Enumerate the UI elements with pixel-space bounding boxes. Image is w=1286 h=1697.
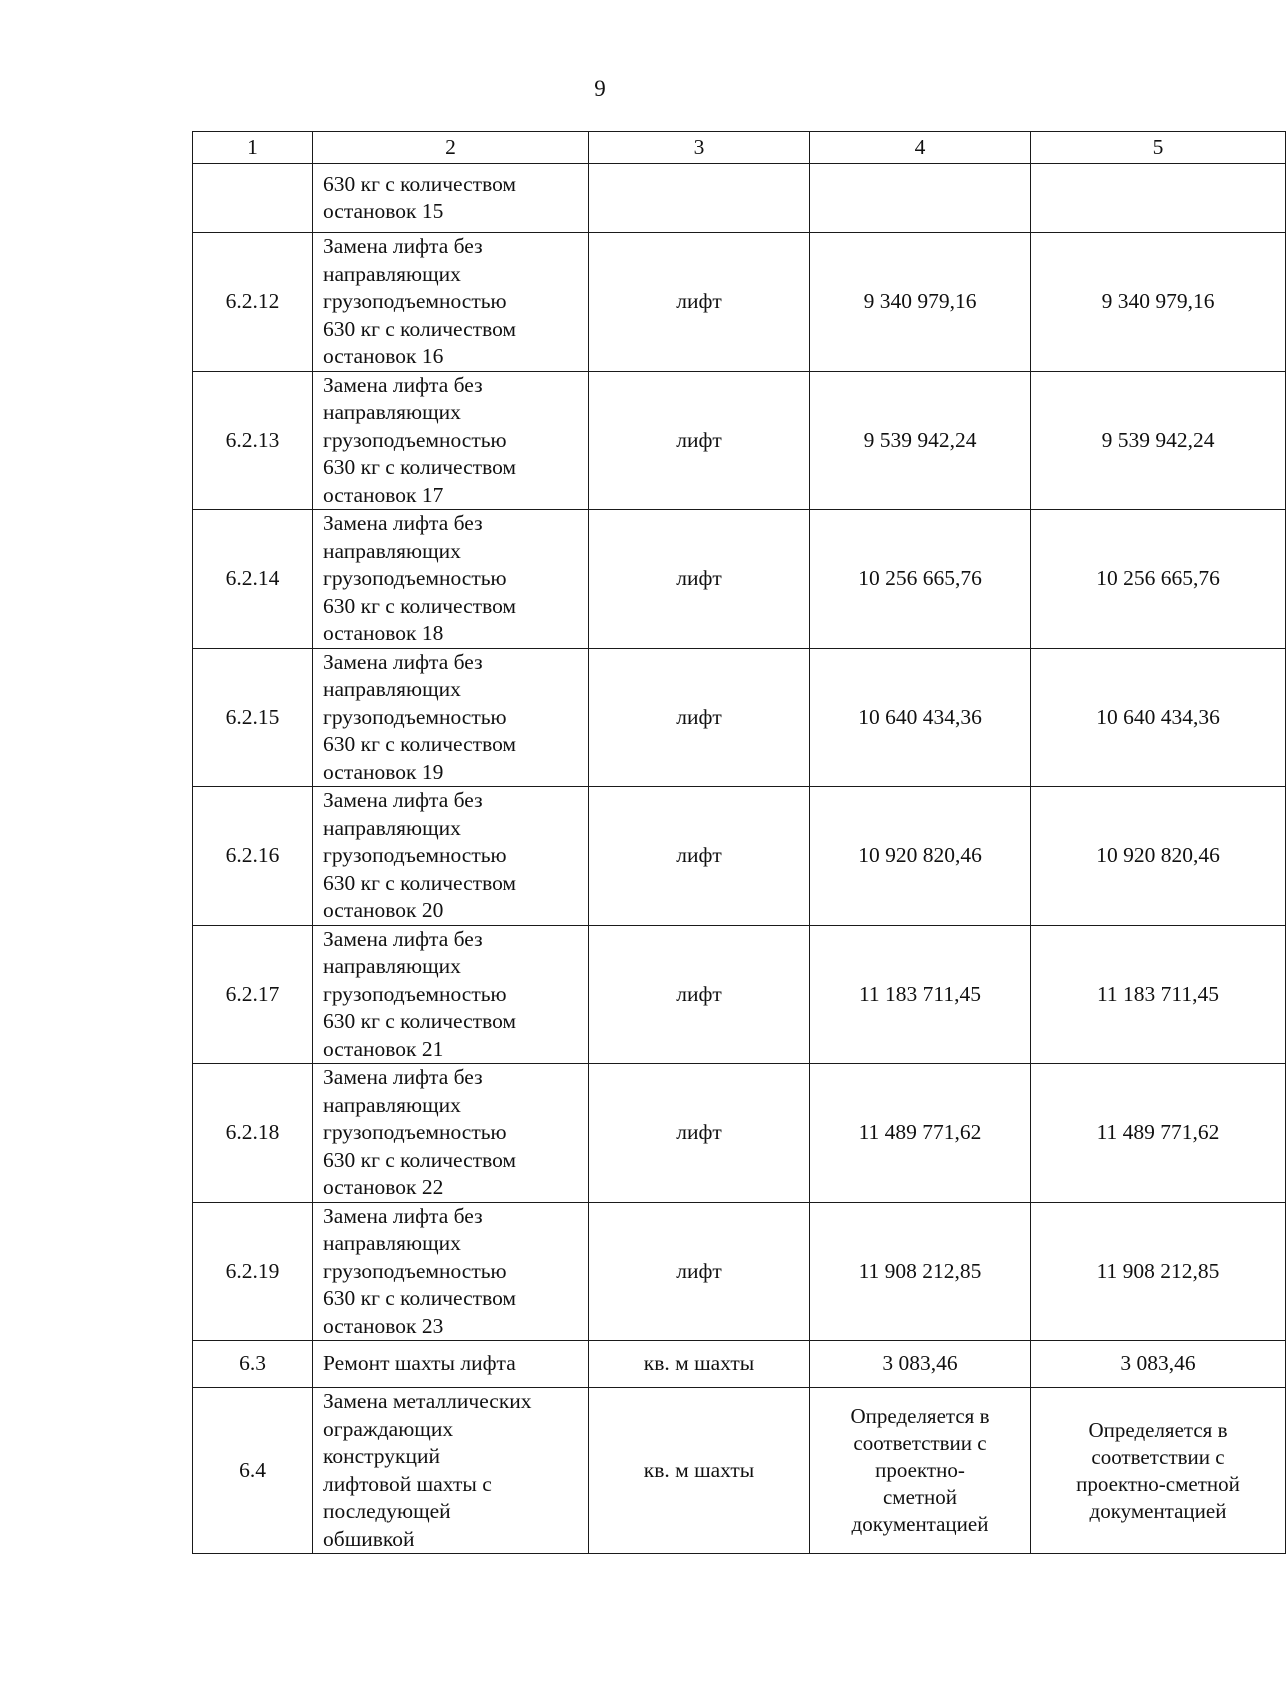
work-name-cell: Замена лифта без направляющих грузоподъемностью 630 кг с количеством остановок 18 [313,510,589,649]
value-col5-cell: Определяется в соответствии с проектно-сметной документацией [1031,1388,1286,1554]
value-col5-cell: 11 183 711,45 [1031,925,1286,1064]
table-row [193,925,1286,1064]
page-number: 9 [594,76,606,101]
table-row [193,1202,1286,1341]
unit-cell: лифт [589,787,810,926]
item-number-cell: 6.2.16 [193,787,313,926]
item-number-cell [193,164,313,233]
table-row [193,371,1286,510]
unit-cell: лифт [589,1064,810,1203]
work-name-cell: Замена лифта без направляющих грузоподъемностью 630 кг с количеством остановок 19 [313,648,589,787]
column-header: 4 [810,132,1031,164]
table-row [193,510,1286,649]
item-number-cell: 6.2.17 [193,925,313,1064]
table-row [193,233,1286,372]
value-col4-cell: 11 908 212,85 [810,1202,1031,1341]
value-col5-cell: 10 640 434,36 [1031,648,1286,787]
value-col5-cell: 3 083,46 [1031,1341,1286,1388]
table-row [193,1388,1286,1554]
work-name-cell: Замена лифта без направляющих грузоподъемностью 630 кг с количеством остановок 23 [313,1202,589,1341]
table-row [193,1064,1286,1203]
unit-cell: лифт [589,233,810,372]
continuation-row [193,164,1286,233]
column-header: 2 [313,132,589,164]
value-col4-cell: 10 256 665,76 [810,510,1031,649]
value-col4-cell: 11 183 711,45 [810,925,1031,1064]
value-col5-cell: 9 340 979,16 [1031,233,1286,372]
column-header: 5 [1031,132,1286,164]
value-col4-cell: 11 489 771,62 [810,1064,1031,1203]
value-col4-cell: 3 083,46 [810,1341,1031,1388]
value-col5-cell: 9 539 942,24 [1031,371,1286,510]
value-col5-cell: 10 920 820,46 [1031,787,1286,926]
value-col4-cell: 9 340 979,16 [810,233,1031,372]
item-number-cell: 6.2.12 [193,233,313,372]
work-name-cell: Замена лифта без направляющих грузоподъемностью 630 кг с количеством остановок 22 [313,1064,589,1203]
work-name-cell: Замена лифта без направляющих грузоподъемностью 630 кг с количеством остановок 16 [313,233,589,372]
work-name-cell: Замена лифта без направляющих грузоподъемностью 630 кг с количеством остановок 21 [313,925,589,1064]
table-row [193,1341,1286,1388]
unit-cell: лифт [589,371,810,510]
item-number-cell: 6.2.15 [193,648,313,787]
table-row [193,787,1286,926]
item-number-cell: 6.2.14 [193,510,313,649]
work-name-cell: 630 кг с количеством остановок 15 [313,164,589,233]
cost-table [192,131,1286,1554]
value-col4-cell: Определяется в соответствии с проектно- сметной документацией [810,1388,1031,1554]
value-col5-cell: 11 489 771,62 [1031,1064,1286,1203]
column-number-header-row [193,132,1286,164]
value-col4-cell: 10 640 434,36 [810,648,1031,787]
item-number-cell: 6.2.19 [193,1202,313,1341]
item-number-cell: 6.3 [193,1341,313,1388]
value-col5-cell: 10 256 665,76 [1031,510,1286,649]
unit-cell: кв. м шахты [589,1341,810,1388]
value-col4-cell: 10 920 820,46 [810,787,1031,926]
value-col5-cell: 11 908 212,85 [1031,1202,1286,1341]
column-header: 3 [589,132,810,164]
value-col4-cell [810,164,1031,233]
item-number-cell: 6.2.18 [193,1064,313,1203]
work-name-cell: Замена лифта без направляющих грузоподъемностью 630 кг с количеством остановок 20 [313,787,589,926]
unit-cell: кв. м шахты [589,1388,810,1554]
unit-cell: лифт [589,925,810,1064]
table-row [193,648,1286,787]
item-number-cell: 6.2.13 [193,371,313,510]
unit-cell [589,164,810,233]
column-header: 1 [193,132,313,164]
item-number-cell: 6.4 [193,1388,313,1554]
unit-cell: лифт [589,648,810,787]
work-name-cell: Ремонт шахты лифта [313,1341,589,1388]
work-name-cell: Замена лифта без направляющих грузоподъемностью 630 кг с количеством остановок 17 [313,371,589,510]
value-col4-cell: 9 539 942,24 [810,371,1031,510]
unit-cell: лифт [589,510,810,649]
value-col5-cell [1031,164,1286,233]
unit-cell: лифт [589,1202,810,1341]
work-name-cell: Замена металлических ограждающих конструкций лифтовой шахты с последующей обшивкой [313,1388,589,1554]
